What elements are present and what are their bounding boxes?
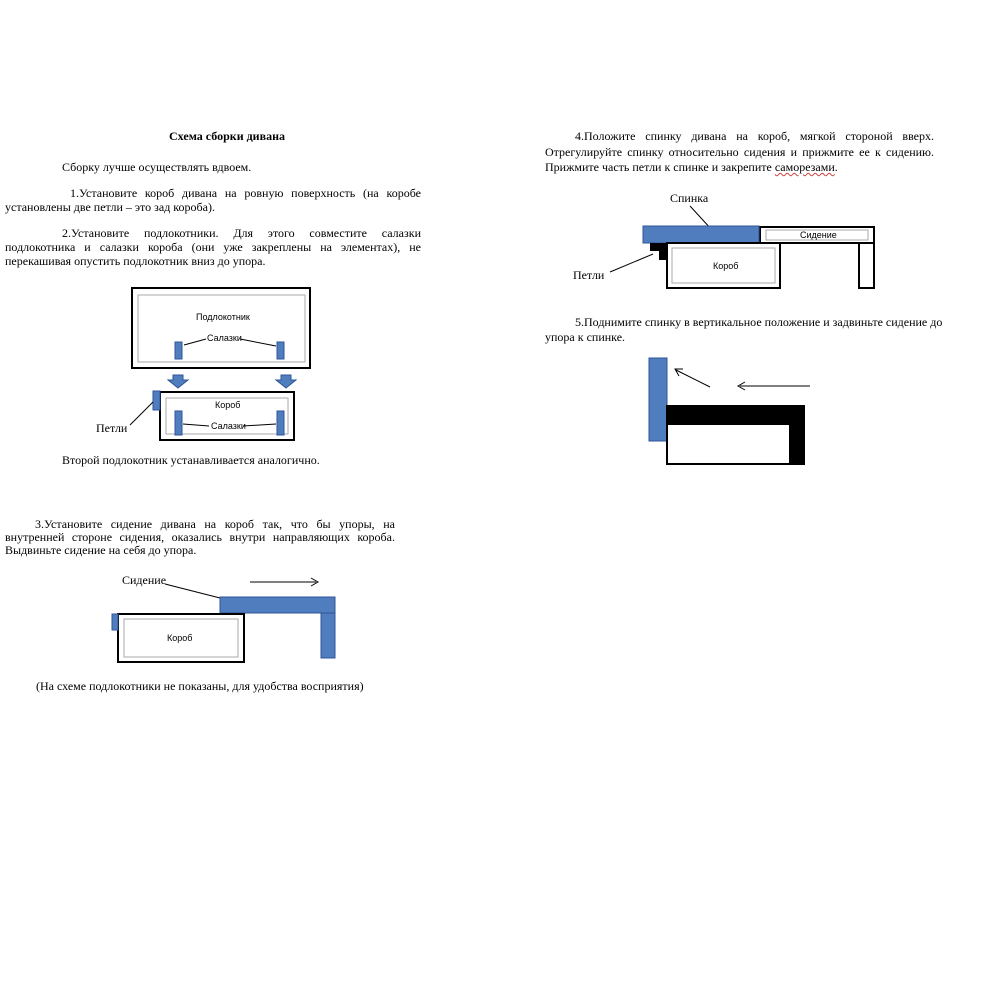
step3-line1: 3.Установите сидение дивана на короб так, что бы упоры, на <box>35 517 395 531</box>
intro-text: Сборку лучше осуществлять вдвоем. <box>62 160 252 174</box>
step2-line2: подлокотника и салазки короба (они уже закреплены на элементах), не <box>5 240 421 254</box>
seat-label: Сидение <box>122 573 167 587</box>
box-label-2: Короб <box>167 633 193 643</box>
step5-line1: 5.Поднимите спинку в вертикальное положение и задвиньте сидение до <box>575 315 943 329</box>
step1-line1: 1.Установите короб дивана на ровную поверхность (на коробе <box>70 186 421 200</box>
step3-line3: Выдвиньте сидение на себя до упора. <box>5 543 197 557</box>
back-label: Спинка <box>670 191 709 205</box>
step2-line1: 2.Установите подлокотники. Для этого совместите салазки <box>62 226 421 240</box>
seat-front-black <box>789 406 804 464</box>
note-text: (На схеме подлокотники не показаны, для удобства восприятия) <box>36 679 364 693</box>
step4-screws-word: саморезами <box>774 160 835 174</box>
page-title: Схема сборки дивана <box>169 129 285 143</box>
step4-line2: Отрегулируйте спинку относительно сидения и прижмите ее к сидению. <box>545 145 934 159</box>
step4-line3-text: Прижмите часть петли к спинке и закрепите <box>545 160 775 174</box>
box-label: Короб <box>215 400 241 410</box>
box-label-3: Короб <box>713 261 739 271</box>
step3-line2: внутренней стороне сидения, оказались внутри направляющих короба. <box>5 530 395 544</box>
raise-arrow-shaft <box>676 370 710 387</box>
hinges-label: Петли <box>96 421 128 435</box>
step1-line2: установлены две петли – это зад короба). <box>5 200 215 214</box>
rails-label-bottom: Салазки <box>211 421 246 431</box>
step2-line3: перекашивая опустить подлокотник вниз до упора. <box>5 254 266 268</box>
second-armrest-text: Второй подлокотник устанавливается аналогично. <box>62 453 320 467</box>
step5-line2: упора к спинке. <box>545 330 626 344</box>
step4-line1: 4.Положите спинку дивана на короб, мягкой стороной вверх. <box>575 129 934 143</box>
seat-top-black <box>667 406 804 425</box>
raised-back <box>649 358 667 441</box>
hinges-label-3: Петли <box>573 268 605 282</box>
armrest-label: Подлокотник <box>196 312 250 322</box>
seat-label-3: Сидение <box>800 230 837 240</box>
step4-line3-end: . <box>834 160 838 174</box>
rails-label-top: Салазки <box>207 333 242 343</box>
